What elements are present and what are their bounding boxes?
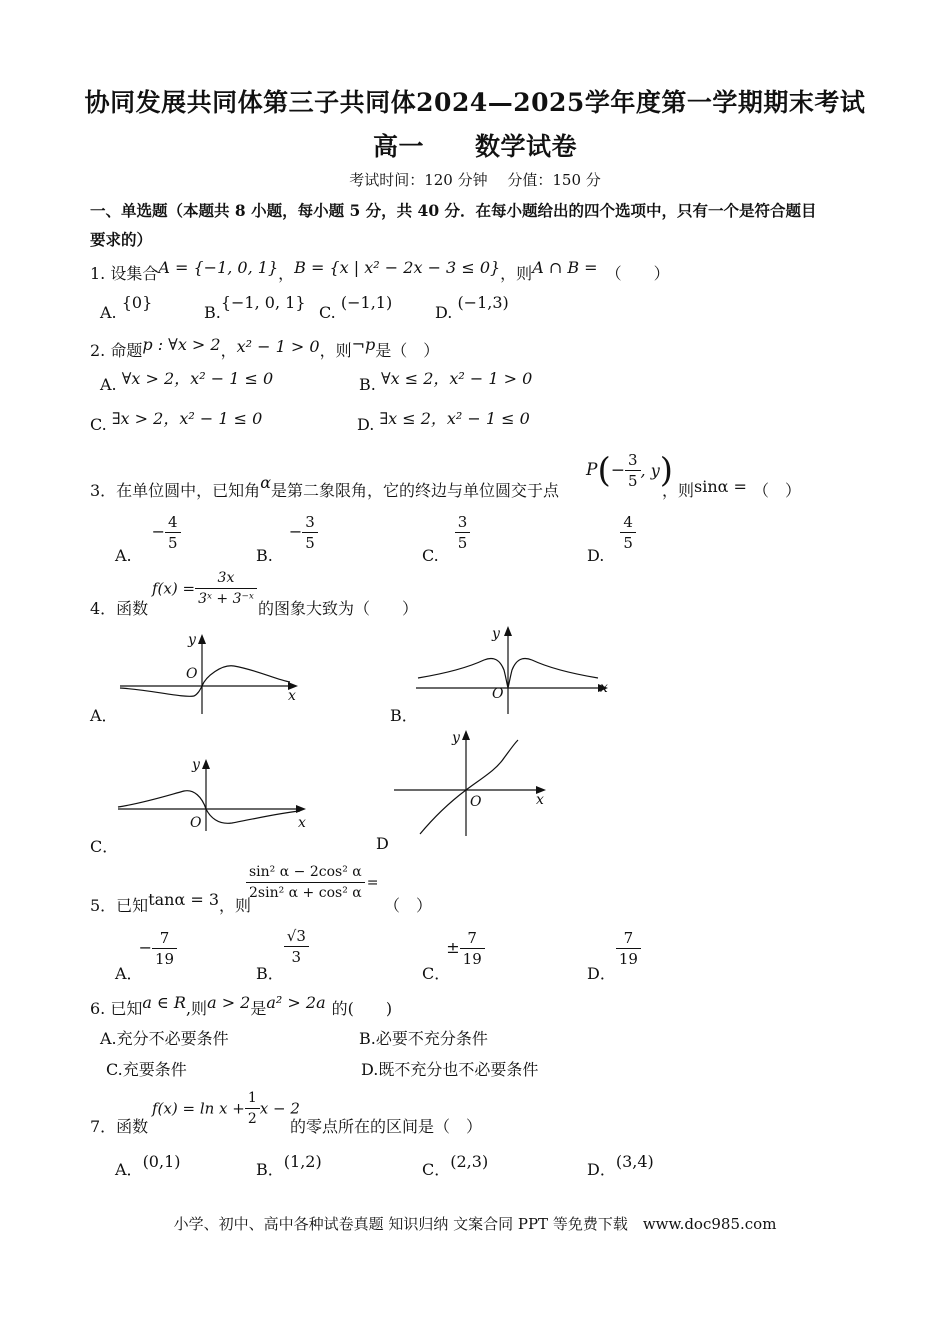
q4d-axis-x: x [536, 792, 544, 808]
q3-point: P(− $\frac{3}{5}$ , y) [586, 450, 673, 491]
q7-option-b: B．(1,2) [256, 1152, 322, 1179]
q2-cond: x² − 1 > 0 [236, 337, 320, 356]
exam-meta: 考试时间：120 分钟 分值：150 分 [349, 171, 601, 189]
q2-option-b: B. ∀x ≤ 2，x² − 1 > 0 [359, 369, 533, 394]
question-5: 5．已知tanα = 3，则 [90, 890, 252, 915]
q1-option-a: A. {0} [100, 293, 153, 322]
q4a-origin: O [186, 666, 198, 682]
q4a-axis-y: y [188, 632, 196, 648]
page-footer: 小学、初中、高中各种试卷真题 知识归纳 文案合同 PPT 等免费下载 www.doc985.com [173, 1215, 777, 1233]
q4-label-a: A． [90, 706, 118, 725]
q4-suffix: 的图象大致为（ ） [258, 599, 419, 618]
question-2 [90, 335, 440, 361]
q5-option-c: C．± $\frac{7}{19}$ [422, 928, 485, 969]
q5-option-b: B． $\frac{√3}{3}$ [256, 926, 309, 967]
q6-option-c: C.充要条件 [106, 1060, 187, 1079]
q4-graph-b [412, 622, 617, 716]
q5-blank: （ ） [384, 896, 433, 915]
q4c-axis-x: x [298, 815, 306, 831]
q2-option-a: A. ∀x > 2，x² − 1 ≤ 0 [100, 369, 274, 394]
q2-suffix: 是（ ） [375, 341, 440, 360]
q2-neg: ¬p [351, 335, 376, 354]
q1-option-d: D. (−1,3) [435, 293, 509, 322]
exam-title: 协同发展共同体第三子共同体2024—2025学年度第一学期期末考试 [84, 88, 866, 117]
q4b-origin: O [492, 686, 504, 702]
q1-comma: ， [278, 264, 295, 283]
q1-blank: （ ） [605, 264, 670, 283]
q1-option-c: C. (−1,1) [319, 293, 393, 322]
q2-option-d: D. ∃x ≤ 2，x² − 1 ≤ 0 [357, 409, 530, 434]
q6-option-d: D.既不充分也不必要条件 [361, 1060, 539, 1079]
q2-comma: ， [220, 341, 237, 360]
section-heading-line1: 一、单选题（本题共 8 小题，每小题 5 分，共 40 分．在每小题给出的四个选项中，只有一个是符合题目 [90, 201, 817, 220]
q3-tail: ，则sinα = （ ） [662, 477, 801, 500]
q6-option-a: A.充分不必要条件 [100, 1029, 229, 1048]
q1-prefix: 1. 设集合 [90, 264, 159, 283]
q1-mid: ，则 [500, 264, 533, 283]
q2-prop: p : ∀x > 2 [142, 335, 221, 354]
q4a-axis-x: x [288, 688, 296, 704]
q4-label-c: C． [90, 837, 119, 856]
q4d-origin: O [470, 794, 482, 810]
q4c-axis-y: y [192, 757, 200, 773]
q3-alpha: α [260, 473, 271, 492]
q3-option-c: C. $\frac{3}{5}$ [422, 512, 470, 553]
q1-set-b: B = {x | x² − 2x − 3 ≤ 0} [294, 258, 501, 277]
q1-expr: A ∩ B = [532, 258, 598, 277]
q4-graph-a [112, 630, 312, 720]
question-4: 4．函数 [90, 599, 149, 618]
question-6: 6. 已知a ∈ R,则a > 2是a² > 2a 的( ) [90, 993, 393, 1018]
exam-subtitle: 高一 数学试卷 [372, 132, 577, 161]
section-heading-line2: 要求的） [90, 230, 153, 249]
q5-fraction: $\frac{\text{sin² α − 2cos² α}}{\text{2sin² α + cos² α}}$ = [246, 862, 378, 903]
q4-label-b: B． [390, 706, 418, 725]
q2-mid: ，则 [319, 341, 352, 360]
q4-label-d: D [376, 834, 389, 853]
q4b-axis-x: x [600, 680, 608, 696]
q4d-axis-y: y [452, 730, 460, 746]
q7-option-a: A．(0,1) [115, 1152, 181, 1179]
q4b-axis-y: y [492, 626, 500, 642]
q1-set-a: A = {−1, 0, 1} [158, 258, 279, 277]
q7-suffix: 的零点所在的区间是（ ） [290, 1117, 483, 1136]
q4-graph-d [390, 726, 560, 838]
q4-graph-c [114, 755, 314, 835]
q3-option-d: D. $\frac{4}{5}$ [587, 512, 636, 553]
q7-function: f(x) = ln x + $\frac{1}{2}$ x − 2 [152, 1090, 300, 1127]
q5-option-a: A．− $\frac{7}{19}$ [115, 928, 177, 969]
q3-option-b: B.− $\frac{3}{5}$ [256, 512, 318, 553]
q7-option-c: C．(2,3) [422, 1152, 489, 1179]
question-7: 7．函数 [90, 1117, 149, 1136]
q4-function: f(x) = $\frac{3x}{\text{3ˣ + 3⁻ˣ}}$ [152, 568, 257, 609]
q5-option-d: D． $\frac{7}{19}$ [587, 928, 641, 969]
q1-option-b: B.{−1, 0, 1} [204, 293, 306, 322]
q4c-origin: O [190, 815, 202, 831]
question-1 [90, 258, 670, 284]
q3-option-a: A.− $\frac{4}{5}$ [115, 512, 181, 553]
q6-option-b: B.必要不充分条件 [359, 1029, 488, 1048]
question-3: 3．在单位圆中，已知角α是第二象限角，它的终边与单位圆交于点 [90, 473, 560, 500]
q2-prefix: 2. 命题 [90, 341, 143, 360]
q7-option-d: D．(3,4) [587, 1152, 654, 1179]
q2-option-c: C. ∃x > 2，x² − 1 ≤ 0 [90, 409, 263, 434]
